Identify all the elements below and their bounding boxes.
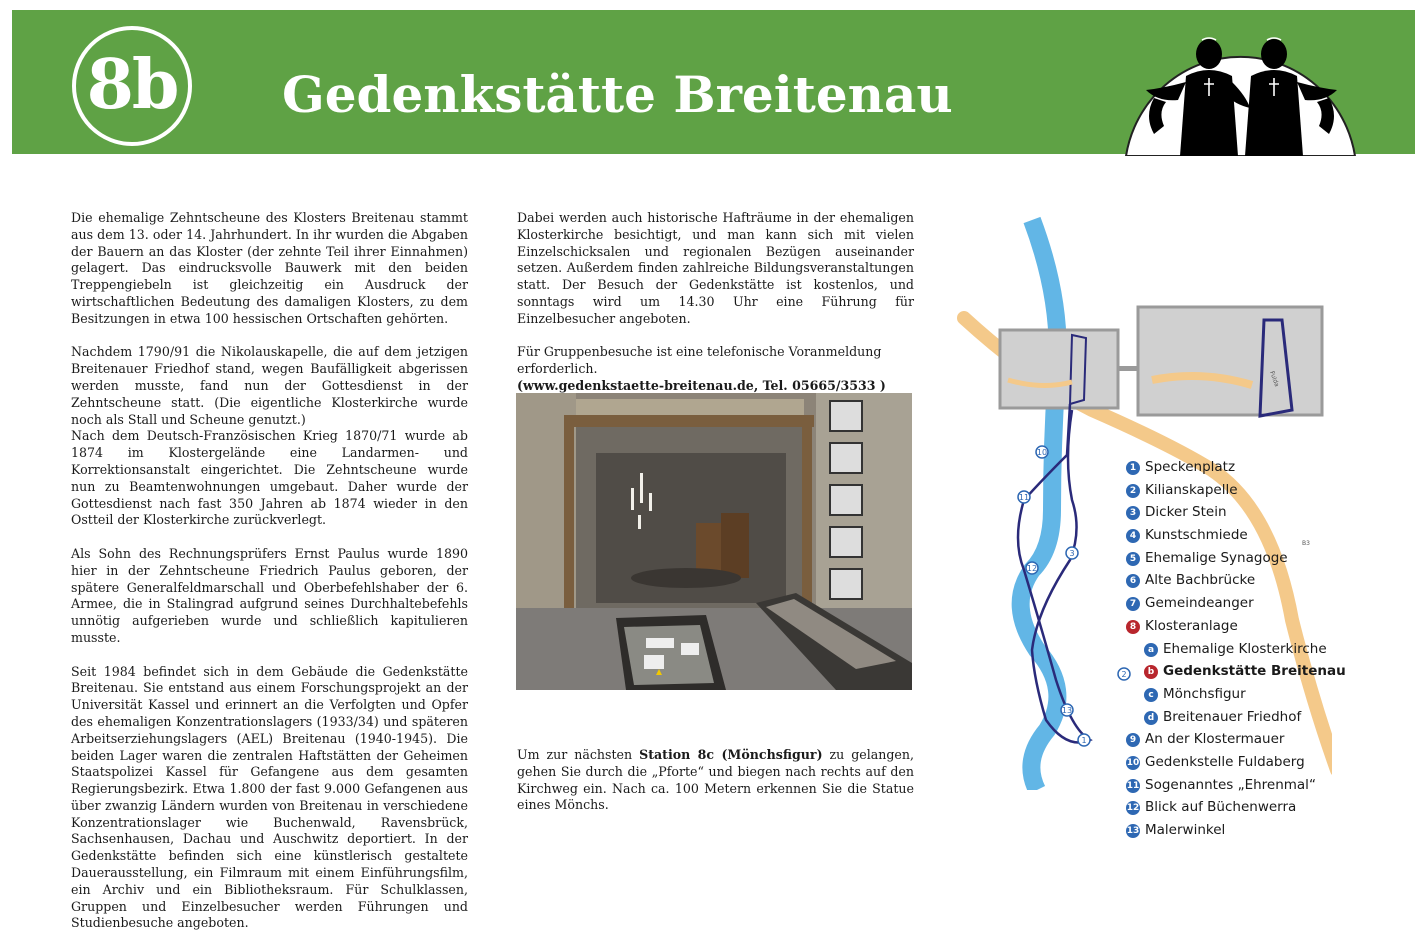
legend-label: Kunstschmiede [1145, 527, 1248, 544]
legend-item [1126, 569, 1346, 592]
legend-number-marker: 12 [1126, 803, 1140, 814]
legend-number-marker: 6 [1126, 574, 1140, 588]
legend-item [1126, 796, 1346, 819]
legend-number-marker: 3 [1126, 506, 1140, 520]
legend-number-marker: b [1144, 665, 1158, 679]
route-markers [1018, 446, 1130, 746]
legend-number-marker: 5 [1126, 552, 1140, 566]
text-column-2 [517, 210, 914, 412]
legend-item [1126, 728, 1346, 751]
legend-label: Alte Bachbrücke [1145, 572, 1256, 589]
legend-label: Gemeindeanger [1145, 595, 1254, 612]
route-label-13: 13 [1061, 706, 1073, 715]
legend-number-marker: 9 [1126, 733, 1140, 747]
exhibition-room-photo [516, 393, 912, 690]
legend-number-marker: 2 [1126, 484, 1140, 498]
legend-item [1126, 524, 1346, 547]
legend-number-marker: c [1144, 688, 1158, 702]
paragraph-landarmenanstalt: Nach dem Deutsch-Französischen Krieg 1870/71 wurde ab 1874 im Klostergelände eine Landarmen- und Korrektionsanstalt eingerichtet. Die Zehntscheune wurde nun zu Beamtenwohnungen umgebaut. Daher wurde der Gottesdienst nach fast 350 Jahren ab 1874 wieder in den Ostteil der Klosterkirche zurückverlegt. [71, 428, 468, 528]
legend-number-marker: 13 [1126, 826, 1140, 836]
legend-label: Dicker Stein [1145, 504, 1227, 521]
route-label-12: 12 [1026, 564, 1038, 573]
paragraph-gedenkstaette: Seit 1984 befindet sich in dem Gebäude die Gedenkstätte Breitenau. Sie entstand aus einem Forschungsprojekt an der Universität Kassel und erinnert an die Verfolgten und Opfer des ehemaligen Konzentrationslagers (1933/34) und späteren Arbeitserziehungslagers (AEL) Breitenau (1940-1945). Die beiden Lager waren die zentralen Haftstätten der Geheimen Staatspolizei Kassel für Gefangene aus dem gesamten Regierungsbezirk. Etwa 1.800 der fast 9.000 Gefangenen aus über zwanzig Ländern wurden von Breitenau in verschiedene Konzentrationslager wie Buchenwald, Ravensbrück, Sachsenhausen, Dachau und Auschwitz deportiert. In der Gedenkstätte befinden sich eine künstlerisch gestaltete Dauerausstellung, ein Filmraum mit einem Einführungsfilm, ein Archiv und ein Bibliotheksraum. Für Schulklassen, Gruppen und Einzelbesucher werden Führungen und Studienbesuche angeboten. [71, 663, 468, 931]
paragraph-nikolauskapelle: Nachdem 1790/91 die Nikolauskapelle, die auf dem jetzigen Breitenauer Friedhof stand, wegen Baufälligkeit abgerissen werden musste, fand nun der Gottesdienst in der Zehntscheune statt. (Die eigentliche Klosterkirche wurde noch als Stall und Scheune genutzt.) [71, 344, 468, 427]
legend-item [1126, 547, 1346, 570]
legend-label: Klosteranlage [1145, 617, 1238, 634]
legend-label: Malerwinkel [1145, 822, 1226, 838]
legend-item [1126, 751, 1346, 774]
legend-item [1126, 615, 1346, 638]
legend-number-marker: 11 [1126, 780, 1140, 791]
legend-item [1126, 501, 1346, 524]
paragraph-paulus: Als Sohn des Rechnungsprüfers Ernst Paulus wurde 1890 hier in der Zehntscheune Friedrich Paulus geboren, der spätere Generalfeldmarschall und Oberbefehlshaber der 6. Armee, die in Stalingrad aufgrund seines Durchhaltebefehls unnötig aufgerieben wurde und schließlich kapitulieren musste. [71, 545, 468, 645]
road-label: B3 [1302, 540, 1310, 547]
legend-item [1126, 819, 1346, 842]
legend-number-marker: 4 [1126, 529, 1140, 543]
route-label-10: 10 [1036, 448, 1048, 457]
legend-item [1126, 456, 1346, 479]
info-board [12, 10, 1415, 948]
map-legend [1126, 456, 1346, 842]
legend-number-marker: 10 [1126, 757, 1140, 768]
legend-label: Mönchsfigur [1163, 685, 1246, 702]
route-label-2: 2 [1121, 670, 1127, 679]
legend-number-marker: 7 [1126, 597, 1140, 611]
legend-item [1126, 683, 1346, 706]
legend-number-marker: 1 [1126, 461, 1140, 475]
directions-text-end: zu gelangen, gehen Sie durch die „Pforte“ und biegen nach rechts auf den Kirchweg ein. Nach ca. 100 Metern erkennen Sie die Statue eines Mönchs. [517, 747, 914, 813]
legend-item [1126, 592, 1346, 615]
legend-label: Blick auf Büchenwerra [1145, 799, 1297, 816]
legend-label: Ehemalige Synagoge [1145, 549, 1288, 566]
directions-text-start: Um zur nächsten [517, 747, 640, 762]
legend-label: Gedenkstelle Fuldaberg [1145, 753, 1305, 770]
legend-label: An der Klostermauer [1145, 731, 1285, 748]
next-station-directions [517, 747, 914, 814]
legend-item [1126, 638, 1346, 661]
legend-label: Ehemalige Klosterkirche [1163, 640, 1327, 657]
paragraph-zehntscheune: Die ehemalige Zehntscheune des Klosters Breitenau stammt aus dem 13. oder 14. Jahrhundert. In ihr wurden die Abgaben der Bauern an das Kloster (der zehnte Teil ihrer Einnahmen) gelagert. Das eindrucksvolle Bauwerk mit den beiden Treppengiebeln ist gleichzeitig ein Ausdruck der wirtschaftlichen Bedeutung des damaligen Klosters, zu dem Besitzungen in etwa 100 hessischen Ortschaften gehörten. [71, 210, 468, 326]
river-fulda [1018, 220, 1058, 790]
legend-label: Sogenanntes „Ehrenmal“ [1145, 776, 1316, 793]
legend-item [1126, 660, 1346, 683]
legend-label: Gedenkstätte Breitenau [1163, 663, 1346, 680]
legend-label: Kilianskapelle [1145, 481, 1238, 498]
paragraph-haftraeume: Dabei werden auch historische Hafträume in der ehemaligen Klosterkirche besichtigt, und man kann sich mit vielen Einzelschicksalen und regionalen Bezügen auseinander setzen. Außerdem finden zahlreiche Bildungsveranstaltungen statt. Der Besuch der Gedenkstätte ist kostenlos, und sonntags wird um 14.30 Uhr eine Führung für Einzelbesucher angeboten. [517, 210, 914, 326]
next-station-name: Station 8c (Mönchsfigur) [639, 747, 823, 762]
route-label-3: 3 [1069, 549, 1075, 558]
legend-item [1126, 706, 1346, 729]
legend-item [1126, 479, 1346, 502]
station-badge: 8b [72, 26, 192, 146]
route-label-11: 11 [1018, 493, 1030, 502]
paragraph-gruppenbesuche: Für Gruppenbesuche ist eine telefonische Voranmeldung erforderlich. [517, 344, 882, 377]
legend-number-marker: 8 [1126, 620, 1140, 634]
contact-info: (www.gedenkstaette-breitenau.de, Tel. 05665/3533 ) [517, 377, 886, 393]
route-label-1: 1 [1081, 736, 1087, 745]
legend-number-marker: a [1144, 643, 1158, 657]
text-column-1 [71, 210, 468, 948]
legend-label: Breitenauer Friedhof [1163, 708, 1302, 725]
page-title: Gedenkstätte Breitenau [282, 65, 953, 124]
two-monks-silhouette-icon [1124, 16, 1357, 156]
river-label: Fulda [1268, 370, 1281, 388]
legend-item [1126, 774, 1346, 797]
legend-number-marker: d [1144, 711, 1158, 725]
header-banner [12, 10, 1415, 154]
legend-label: Speckenplatz [1145, 459, 1236, 475]
